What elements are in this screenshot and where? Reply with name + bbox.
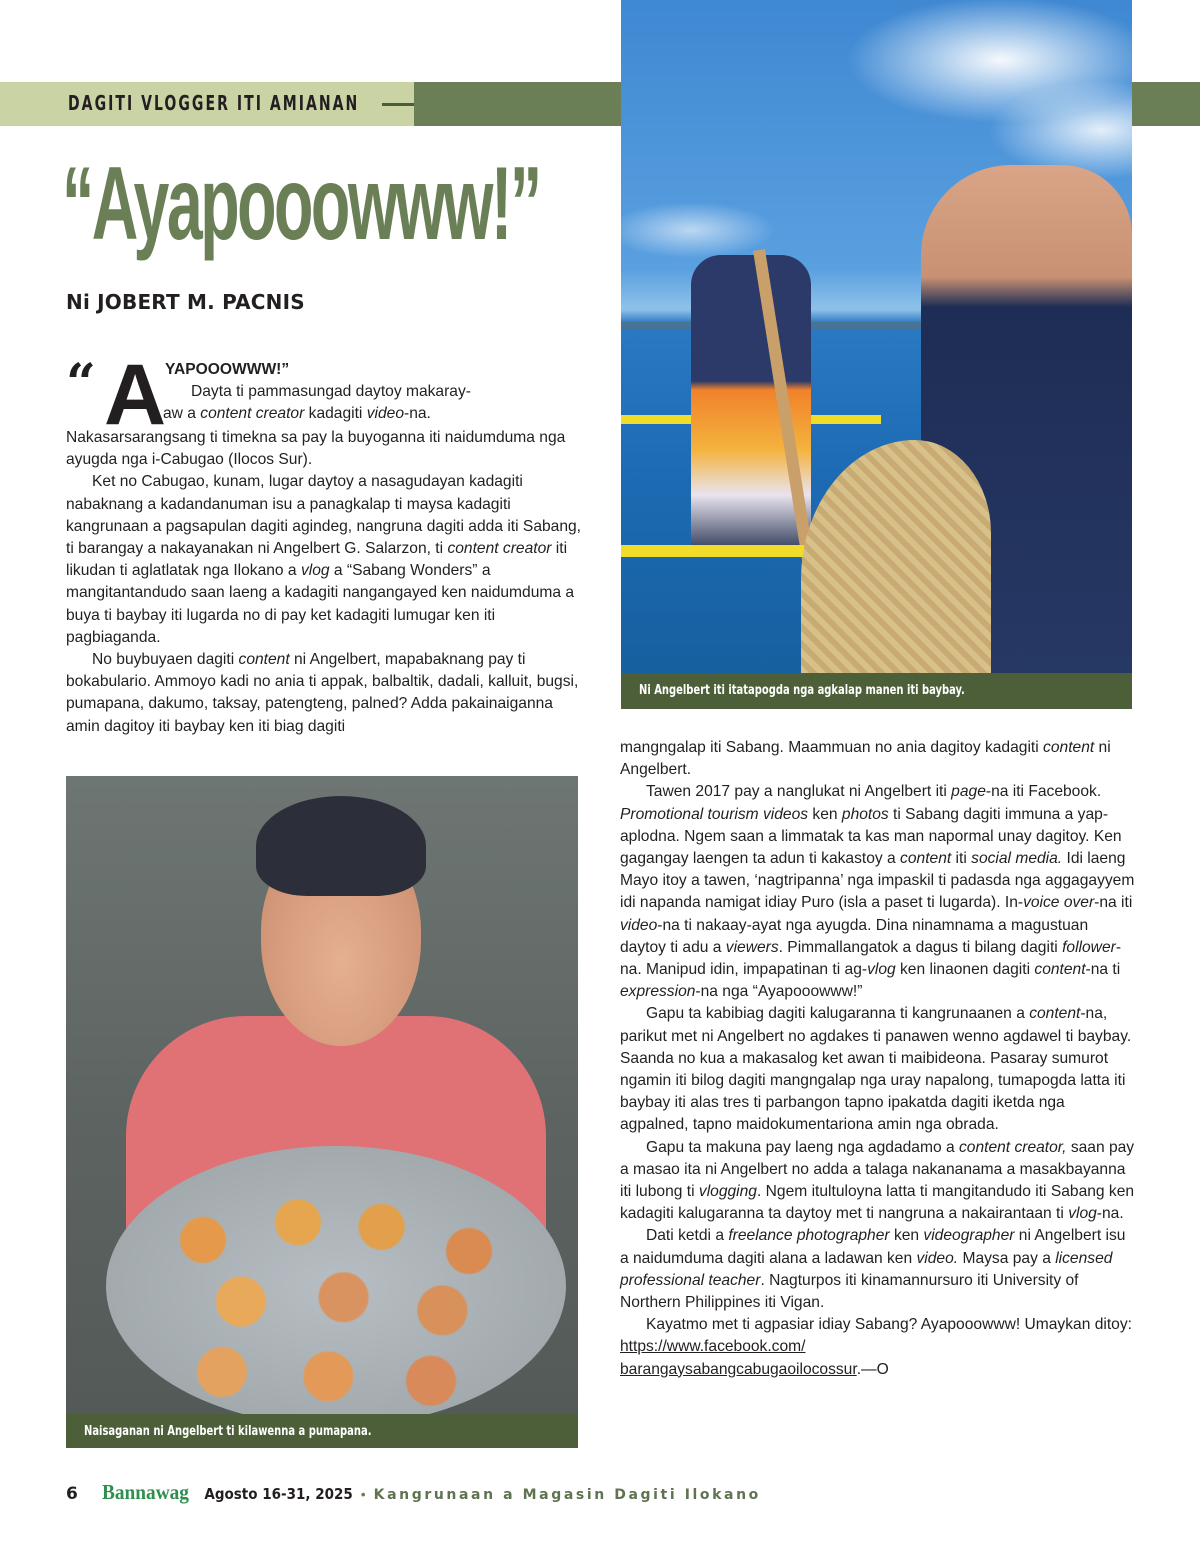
photo-caption-urchin: Naisaganan ni Angelbert ti kilawenna a pumapana. — [66, 1414, 578, 1448]
page-number: 6 — [66, 1484, 78, 1504]
lead-caps: YAPOOOWWW!” — [165, 361, 290, 378]
photo-urchin-pile — [146, 1196, 526, 1414]
photo-straw-hat — [801, 440, 991, 673]
paragraph: mangngalap iti Sabang. Maammuan no ania dagitoy kadagiti content ni Angelbert. — [620, 739, 1111, 779]
photo-caption-boat: Ni Angelbert iti itatapogda nga agkalap manen iti baybay. — [621, 673, 1132, 709]
article-column-left — [66, 427, 586, 738]
page-footer — [66, 1480, 761, 1504]
lead-line: Dayta ti pammasungad daytoy makaray- — [191, 383, 471, 400]
photo-sea-urchins — [66, 776, 578, 1414]
footer-bullet: • — [360, 1486, 366, 1502]
paragraph: Dati ketdi a freelance photographer ken videographer ni Angelbert isu a naidumduma dagiti alana a ladawan ken video. Maysa pay a licensed professional teacher. Nagturpos iti kinamannursuro iti University of Northern Philippines iti Vigan. — [620, 1227, 1126, 1312]
photo-fisherman — [691, 255, 811, 555]
dropcap-quote: “ — [66, 353, 96, 414]
paragraph: Nakasarsarangsang ti timekna sa pay la buyoganna iti naidumduma nga ayugda nga i-Cabugao (Ilocos Sur). — [66, 429, 566, 469]
section-rule — [382, 103, 414, 106]
byline: Ni JOBERT M. PACNIS — [66, 290, 305, 314]
paragraph: Gapu ta makuna pay laeng nga agdadamo a content creator, saan pay a masao ita ni Angelbert no adda a talaga nakananama a masakbayanna iti lubong ti vlogging. Ngem itultuloyna latta ti mangitandudo iti Sabang ken kadagiti kalugaranna ta daytoy met ti nangruna a nakairantaan ti vlog-na. — [620, 1138, 1135, 1223]
facebook-link[interactable]: https://www.facebook.com/ barangaysabangcabugaoilocossur — [620, 1338, 857, 1378]
photo-hair — [256, 796, 426, 896]
article-column-right — [620, 737, 1135, 1381]
paragraph: No buybuyaen dagiti content ni Angelbert, mapabaknang pay ti bokabulario. Ammoyo kadi no ania ti appak, balbaltik, dadali, kalluit, bugsi, pumapana, dakumo, taksay, patengteng, palned? Adda pakainaiganna amin dagitoy iti baybay ken iti biag dagiti — [66, 651, 579, 735]
lead-line: aw a content creator kadagiti video-na. — [163, 405, 431, 422]
paragraph: Kayatmo met ti agpasiar idiay Sabang? Ayapooowww! Umaykan ditoy: https://www.facebook.com/ barangaysabangcabugaoilocossur.—O — [620, 1316, 1132, 1378]
photo-boat-selfie — [621, 0, 1132, 673]
article-title: “Ayapooowww!” — [62, 146, 540, 262]
section-banner-dark-right — [1130, 82, 1200, 126]
paragraph: Tawen 2017 pay a nanglukat ni Angelbert iti page-na iti Facebook. Promotional tourism videos ken photos ti Sabang dagiti immuna a yap-aplodna. Ngem saan a limmatak ta kas man napormal unay dagitoy. Ken gagangay laengen ta adun ti kakastoy a content iti social media. Idi laeng Mayo itoy a tawen, ‘nagtripanna’ nga impaskil ti padasda nga aggagayyem idi napanda namigat idiay Puro (isla a paset ti lugarda). In-voice over-na iti video-na ti nakaay-ayat nga ayugda. Dina ninamnama a magustuan daytoy ti adu a viewers. Pimmallangatok a dagus ti bilang dagiti follower-na. Manipud idin, impapatinan ti ag-vlog ken linaonen dagiti content-na ti expression-na nga “Ayapooowww!” — [620, 783, 1135, 1001]
section-label: DAGITI VLOGGER ITI AMIANAN — [68, 91, 360, 115]
magazine-tagline: Kangrunaan a Magasin Dagiti Ilokano — [373, 1487, 761, 1503]
magazine-name: Bannawag — [101, 1480, 189, 1504]
issue-date: Agosto 16-31, 2025 — [204, 1485, 353, 1503]
paragraph: Ket no Cabugao, kunam, lugar daytoy a nasagudayan kadagiti nabaknang a kadandanuman isu a panagkalap ti maysa kadagiti kangrunaan a pagsapulan dagiti agindeg, nangruna dagiti adda iti Sabang, ti barangay a nakayanakan ni Angelbert G. Salarzon, ti content creator iti likudan ti aglatlatak nga Ilokano a vlog a “Sabang Wonders” a mangitantandudo saan laeng a kadagiti nangangayed ken naidumduma a buya ti baybay iti lugarda no di pay ket kadagiti lumugar ken iti pagbiaganda. — [66, 473, 582, 646]
section-banner-dark — [414, 82, 624, 126]
dropcap-letter: A — [104, 347, 167, 443]
paragraph: Gapu ta kabibiag dagiti kalugaranna ti kangrunaanen a content-na, parikut met ni Angelbert no agdakes ti panawen wenno agdawel ti baybay. Saanda no kua a makasalog ket awan ti maibideona. Pasaray sumurot ngamin iti bilog dagiti mangngalap nga uray napalong, tumapogda latta iti baybay iti alas tres ti parbangon tapno ipakatda dagiti iketda nga agpalned, tapno maidokumentariona amin nga obrada. — [620, 1005, 1132, 1134]
